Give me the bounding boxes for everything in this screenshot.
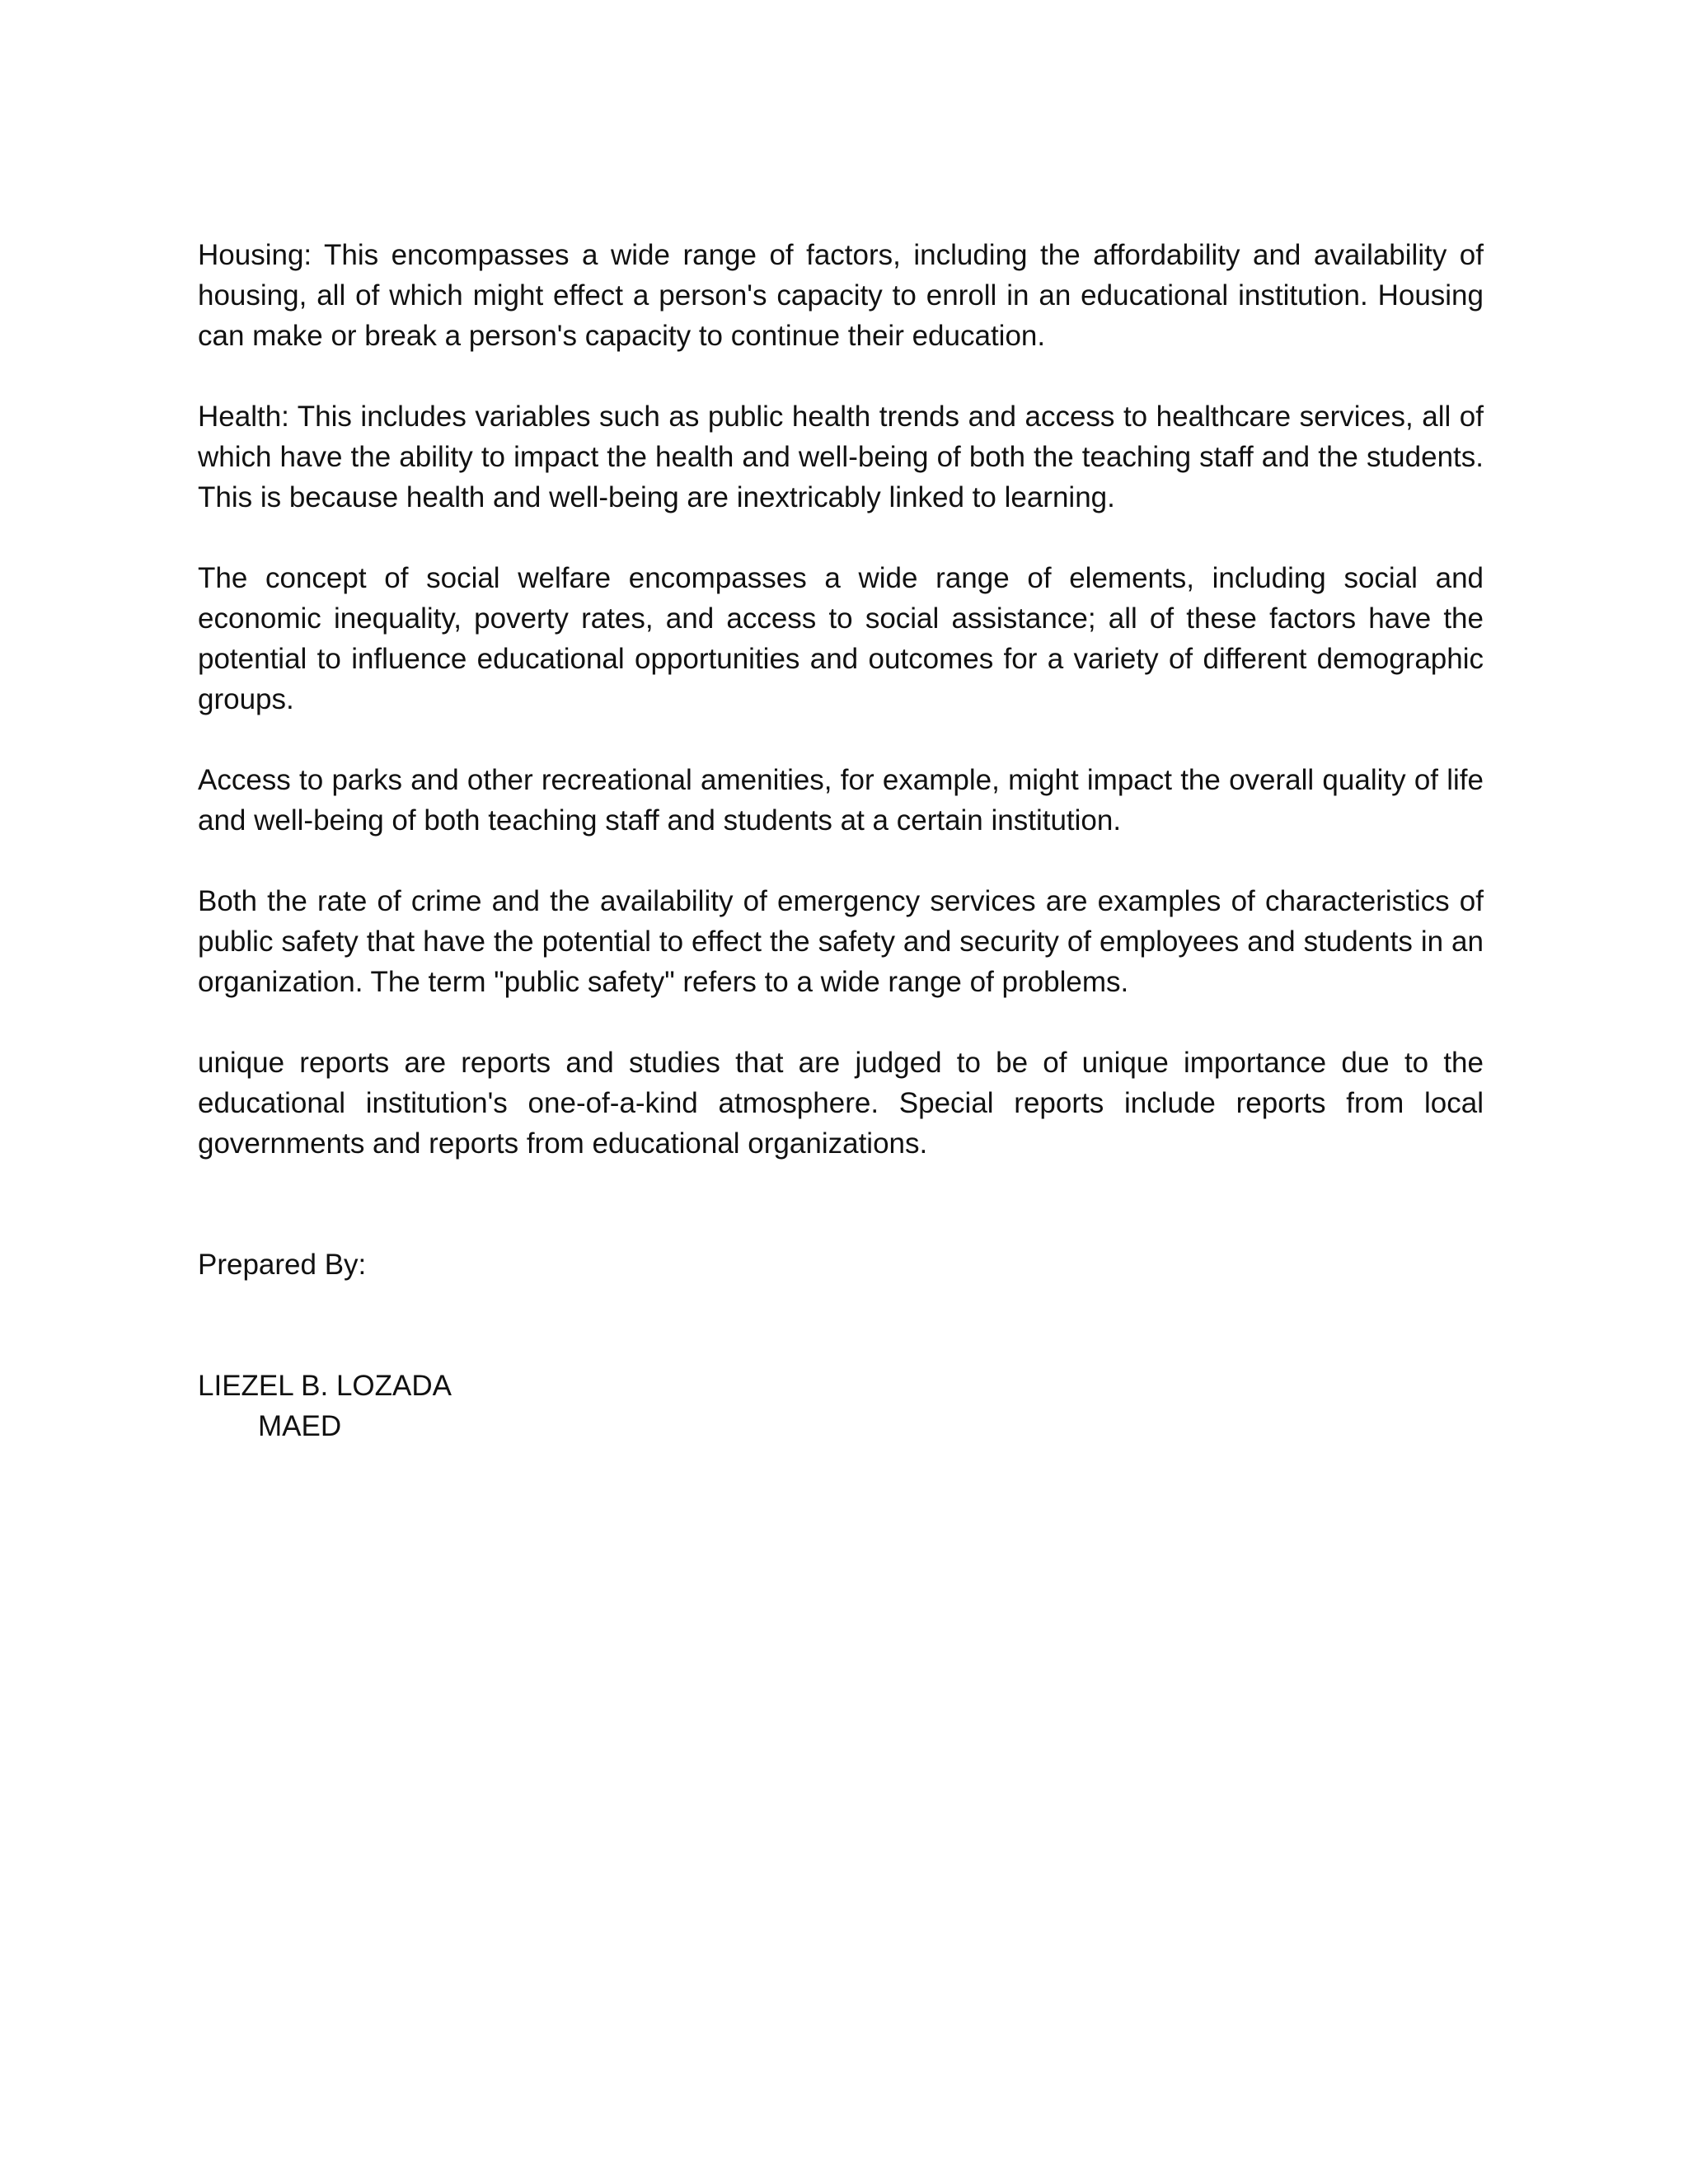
- paragraph-social-welfare: The concept of social welfare encompasses a wide range of elements, including social and economic inequality, poverty rates, and access to social assistance; all of these factors have the potential to influence educational opportunities and outcomes for a variety of different demographic groups.: [198, 562, 1484, 715]
- signatory-name: LIEZEL B. LOZADA: [198, 1370, 452, 1402]
- paragraph-housing: Housing: This encompasses a wide range of factors, including the affordability and availability of housing, all of which might effect a person's capacity to enroll in an educational institution. Housing can make or break a person's capacity to continue their education.: [198, 239, 1484, 352]
- paragraph-health: Health: This includes variables such as public health trends and access to healthcare services, all of which have the ability to impact the health and well-being of both the teaching staff and the students. This is because health and well-being are inextricably linked to learning.: [198, 401, 1484, 513]
- paragraph-public-safety: Both the rate of crime and the availability of emergency services are examples of characteristics of public safety that have the potential to effect the safety and security of employees and students in an organization. The term "public safety" refers to a wide range of problems.: [198, 885, 1484, 998]
- paragraph-unique-reports: unique reports are reports and studies that are judged to be of unique importance due to the educational institution's one-of-a-kind atmosphere. Special reports include reports from local governments and reports from educational organizations.: [198, 1047, 1484, 1160]
- prepared-by-label: Prepared By:: [198, 1249, 367, 1281]
- paragraph-recreation: Access to parks and other recreational amenities, for example, might impact the overall quality of life and well-being of both teaching staff and students at a certain institution.: [198, 764, 1484, 837]
- signatory-title: MAED: [258, 1410, 342, 1442]
- document-body: [198, 235, 1484, 1446]
